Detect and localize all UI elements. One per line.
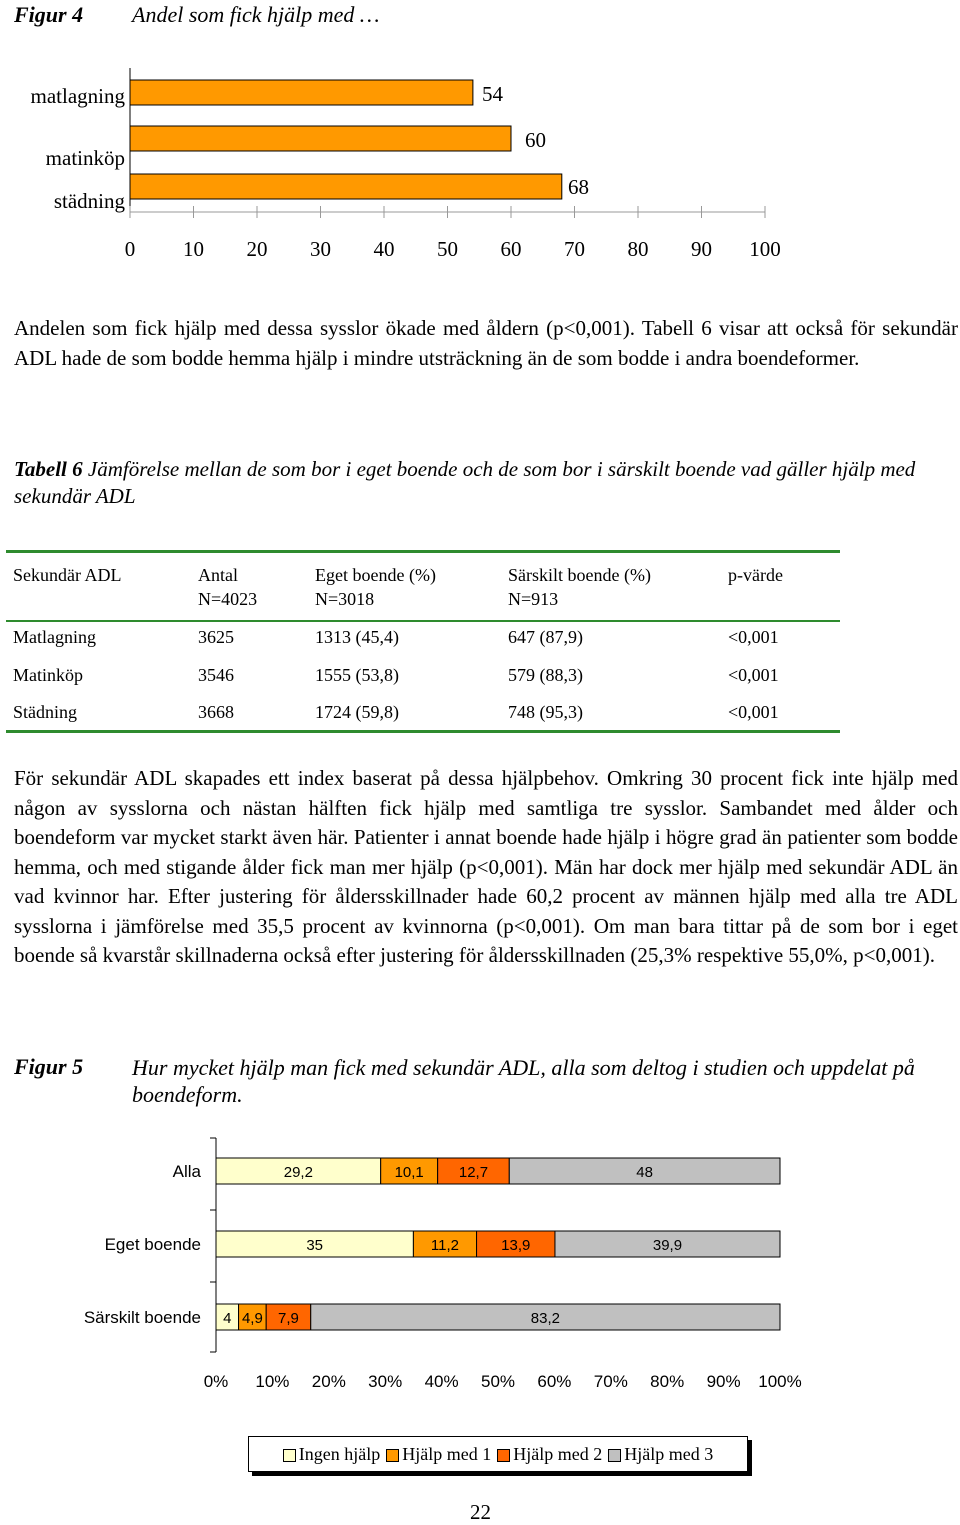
table6-caption-text: Jämförelse mellan de som bor i eget boende och de som bor i särskilt boende vad gäller hjälp med sekundär ADL <box>14 457 916 508</box>
figure4-label: Figur 4 <box>14 2 84 27</box>
table6-header-pvarde: p-värde <box>728 565 783 585</box>
table6-header-rule <box>6 620 840 622</box>
table6-bottom-rule <box>6 730 840 733</box>
table-cell: 579 (88,3) <box>508 665 583 685</box>
category-label: städning <box>53 189 125 213</box>
x-tick-label: 40 <box>373 237 395 261</box>
figure4-caption: Andel som fick hjälp med … <box>132 2 380 27</box>
table-cell: Städning <box>13 702 78 722</box>
paragraph-2: För sekundär ADL skapades ett index baserat på dessa hjälpbehov. Omkring 30 procent fick inte hjälp med någon av sysslorna och nästan hälften fick hjälp med samtliga tre sysslor. Sambandet med ålder och boendeform var mycket starkt även här. Patienter i annat boende hade hjälp i högre grad än patienter som bodde hemma, och med stigande ålder fick man mer hjälp (p<0,001). Män har dock mer hjälp med sekundär ADL än vad kvinnor har. Efter justering för åldersskillnader hade 60,2 procent av männen hjälp med alla tre ADL sysslorna i jämförelse med 35,5 procent av kvinnorna (p<0,001). Om man bara tittar på de som bor i eget boende så kvarstår skillnaderna också efter justering för åldersskillnaden (25,3% respektive 55,0%, p<0,001). <box>14 766 958 967</box>
table6-header-eget: Eget boende (%) N=3018 <box>315 565 436 609</box>
table6-caption-label: Tabell 6 <box>14 457 83 481</box>
data-label: 83,2 <box>530 1310 560 1327</box>
data-label: 11,2 <box>430 1237 460 1254</box>
x-tick-label: 100% <box>758 1372 802 1391</box>
data-label: 4 <box>223 1310 232 1327</box>
legend-swatch <box>386 1449 399 1462</box>
table6-top-rule <box>6 550 840 553</box>
table-cell: 3625 <box>198 627 234 647</box>
legend-swatch <box>608 1449 621 1462</box>
data-label: 10,1 <box>394 1164 424 1181</box>
bar <box>130 174 562 199</box>
table-cell: <0,001 <box>728 627 779 647</box>
table6-caption <box>14 456 944 510</box>
x-tick-label: 100 <box>749 237 781 261</box>
figure5-legend <box>248 1436 748 1472</box>
figure5-label: Figur 5 <box>14 1054 84 1079</box>
legend-swatch <box>497 1449 510 1462</box>
x-tick-label: 90% <box>706 1372 741 1391</box>
x-tick-label: 40% <box>424 1372 459 1391</box>
x-tick-label: 20% <box>311 1372 346 1391</box>
table-cell: 3668 <box>198 702 234 722</box>
figure5-chart <box>0 1130 960 1400</box>
legend-item: Hjälp med 1 <box>386 1444 491 1465</box>
data-label: 68 <box>568 175 589 199</box>
x-tick-label: 70 <box>564 237 585 261</box>
category-label: matinköp <box>45 146 125 170</box>
data-label: 35 <box>306 1237 324 1254</box>
legend-item: Ingen hjälp <box>283 1444 380 1465</box>
table-cell: Matinköp <box>13 665 83 685</box>
data-label: 39,9 <box>652 1237 683 1254</box>
table-cell: 748 (95,3) <box>508 702 583 722</box>
table-cell: 1555 (53,8) <box>315 665 399 685</box>
table-cell: 1313 (45,4) <box>315 627 399 647</box>
table6 <box>0 550 960 740</box>
x-tick-label: 50% <box>480 1372 516 1391</box>
x-tick-label: 30 <box>310 237 331 261</box>
table-row <box>0 665 960 691</box>
data-label: 60 <box>525 128 546 152</box>
legend-item: Hjälp med 3 <box>608 1444 713 1465</box>
bar <box>130 80 473 105</box>
category-label: Alla <box>172 1162 201 1181</box>
data-label: 4,9 <box>241 1310 263 1327</box>
x-tick-label: 20 <box>246 237 268 261</box>
paragraph-1: Andelen som fick hjälp med dessa sysslor ökade med åldern (p<0,001). Tabell 6 visar att också för sekundär ADL hade de som bodde hemma hjälp i mindre utsträckning än de som bodde i andra boendeformer. <box>14 316 958 370</box>
figure5-caption: Hur mycket hjälp man fick med sekundär ADL, alla som deltog i studien och uppdelat på boendeform. <box>132 1055 915 1107</box>
x-tick-label: 70% <box>593 1372 628 1391</box>
x-tick-label: 80 <box>627 237 649 261</box>
x-tick-label: 30% <box>368 1372 403 1391</box>
table-cell: 3546 <box>198 665 234 685</box>
figure4-chart <box>0 60 960 275</box>
x-tick-label: 10 <box>183 237 204 261</box>
table6-header-adl: Sekundär ADL <box>13 565 122 585</box>
table-cell: 1724 (59,8) <box>315 702 399 722</box>
legend-swatch <box>283 1449 296 1462</box>
x-tick-label: 0 <box>124 237 136 261</box>
x-tick-label: 60% <box>537 1372 572 1391</box>
data-label: 29,2 <box>283 1164 313 1181</box>
data-label: 12,7 <box>458 1164 489 1181</box>
table-row <box>0 702 960 728</box>
x-tick-label: 0% <box>203 1372 229 1391</box>
x-tick-label: 60 <box>500 237 522 261</box>
data-label: 54 <box>482 82 503 106</box>
x-tick-label: 50 <box>437 237 458 261</box>
table-row <box>0 627 960 653</box>
table6-header-sarskilt: Särskilt boende (%) N=913 <box>508 565 651 609</box>
table-cell: 647 (87,9) <box>508 627 583 647</box>
table-cell: Matlagning <box>13 627 96 647</box>
data-label: 7,9 <box>278 1310 299 1327</box>
category-label: Eget boende <box>104 1235 201 1254</box>
table-cell: <0,001 <box>728 665 779 685</box>
data-label: 13,9 <box>501 1237 531 1254</box>
data-label: 48 <box>636 1164 653 1181</box>
table6-header-antal: Antal N=4023 <box>198 565 258 609</box>
x-tick-label: 80% <box>650 1372 685 1391</box>
category-label: matlagning <box>30 84 125 108</box>
category-label: Särskilt boende <box>83 1308 201 1327</box>
legend-item: Hjälp med 2 <box>497 1444 602 1465</box>
x-tick-label: 90 <box>691 237 712 261</box>
bar <box>130 126 511 151</box>
table-cell: <0,001 <box>728 702 779 722</box>
x-tick-label: 10% <box>255 1372 290 1391</box>
page-number: 22 <box>470 1500 491 1524</box>
